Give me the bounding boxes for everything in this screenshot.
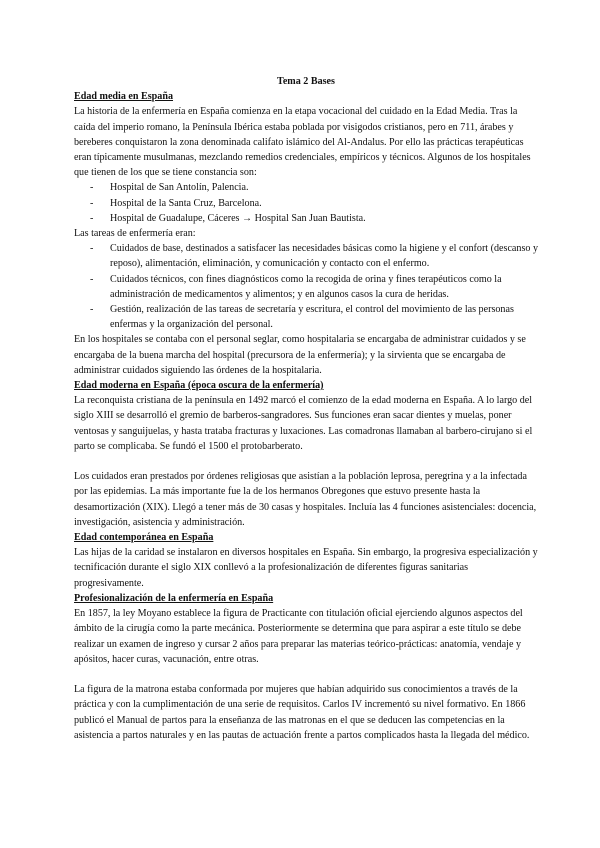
list-item: - Gestión, realización de las tareas de secretaría y escritura, el control del movimiento de las personas enfermas y la organización del personal. <box>74 302 538 332</box>
list-item: - Hospital de San Antolín, Palencia. <box>74 180 538 195</box>
tasks-list <box>74 241 538 332</box>
paragraph-edad-media-intro: La historia de la enfermería en España comienza en la etapa vocacional del cuidado en la Edad Media. Tras la caída del imperio romano, la Península Ibérica estaba poblada por visigodos cristianos, pero en 711, árabes y bereberes conquistaron la zona denominada califato islámico del Al-Andalus. Por ello las prácticas terapéuticas eran típicamente musulmanas, mezclando remedios credenciales, empíricos y técnicos. Algunos de los hospitales que tienen de los que se tiene constancia son: <box>74 106 531 179</box>
paragraph-edad-moderna-2: Los cuidados eran prestados por órdenes religiosas que asistían a la población leprosa, peregrina y a la infectada por las epidemias. La más importante fue la de los hermanos Obregones que estuvo presente hasta la desamortización (XIX). Llegó a tener más de 30 casas y hospitales. Incluía las 4 funciones asistenciales: docencia, investigación, asistencia y administración. <box>74 471 537 528</box>
list-item: - Hospital de Guadalupe, Cáceres → Hospital San Juan Bautista. <box>74 211 538 226</box>
heading-edad-moderna: Edad moderna en España (época oscura de la enfermería) <box>74 380 324 392</box>
paragraph-gap <box>74 454 538 469</box>
document-title: Tema 2 Bases <box>277 76 335 87</box>
list-item: - Cuidados técnicos, con fines diagnósticos como la recogida de orina y fines terapéuticos como la administración de medicamentos y alimentos; y en algunos casos la cura de heridas. <box>74 272 538 302</box>
paragraph-profesionalizacion-2: La figura de la matrona estaba conformada por mujeres que habían adquirido sus conocimientos a través de la práctica y con la cumplimentación de una serie de requisitos. Carlos IV incrementó su nivel formativo. En 1866 publicó el Manual de partos para la enseñanza de las matronas en el que se deducen las competencias en la asistencia a partos naturales y en las pautas de actuación frente a partos complicados hasta la llegada del médico. <box>74 684 530 741</box>
list-item: - Cuidados de base, destinados a satisfacer las necesidades básicas como la higiene y el confort (descanso y reposo), alimentación, eliminación, y comunicación y contacto con el enfermo. <box>74 241 538 271</box>
heading-edad-contemporanea: Edad contemporánea en España <box>74 532 214 544</box>
heading-edad-media: Edad media en España <box>74 91 174 103</box>
paragraph-edad-moderna-1: La reconquista cristiana de la península en 1492 marcó el comienzo de la edad moderna en España. A lo largo del siglo XIII se desarrolló el gremio de barberos-sangradores. Sus funciones eran sacar dientes y muelas, poner ventosas y sanguijuelas, y hasta trataba fracturas y luxaciones. Las comadronas llamaban al barbero-cirujano si el parto se complicaba. Se fundó el 1500 el protobarberato. <box>74 395 533 452</box>
paragraph-gap <box>74 667 538 682</box>
paragraph-edad-media-closing: En los hospitales se contaba con el personal seglar, como hospitalaria se encargaba de administrar cuidados y se encargaba de la buena marcha del hospital (precursora de la enfermería); y la sirvienta que se encargaba de administrar cuidados siguiendo las órdenes de la hospitalaria. <box>74 334 526 376</box>
document-page <box>74 74 538 743</box>
hospitals-list <box>74 180 538 226</box>
paragraph-profesionalizacion-1: En 1857, la ley Moyano establece la figura de Practicante con titulación oficial ejerciendo algunos aspectos del ámbito de la cirugía como la parte mecánica. Posteriormente se determina que para aspirar a este título se debe realizar un examen de ingreso y cursar 2 años para preparar las materias teórico-prácticas: anatomía, vendaje y apósitos, hacer curas, vacunación, entre otras. <box>74 608 523 665</box>
heading-profesionalizacion: Profesionalización de la enfermería en España <box>74 592 274 604</box>
list-item: - Hospital de la Santa Cruz, Barcelona. <box>74 196 538 211</box>
paragraph-tasks-intro: Las tareas de enfermería eran: <box>74 228 196 240</box>
paragraph-edad-contemporanea-1: Las hijas de la caridad se instalaron en diversos hospitales en España. Sin embargo, la progresiva especialización y tecnificación durante el siglo XIX conllevó a la profesionalización de diferentes figuras sanitarias progresivamente. <box>74 547 538 589</box>
